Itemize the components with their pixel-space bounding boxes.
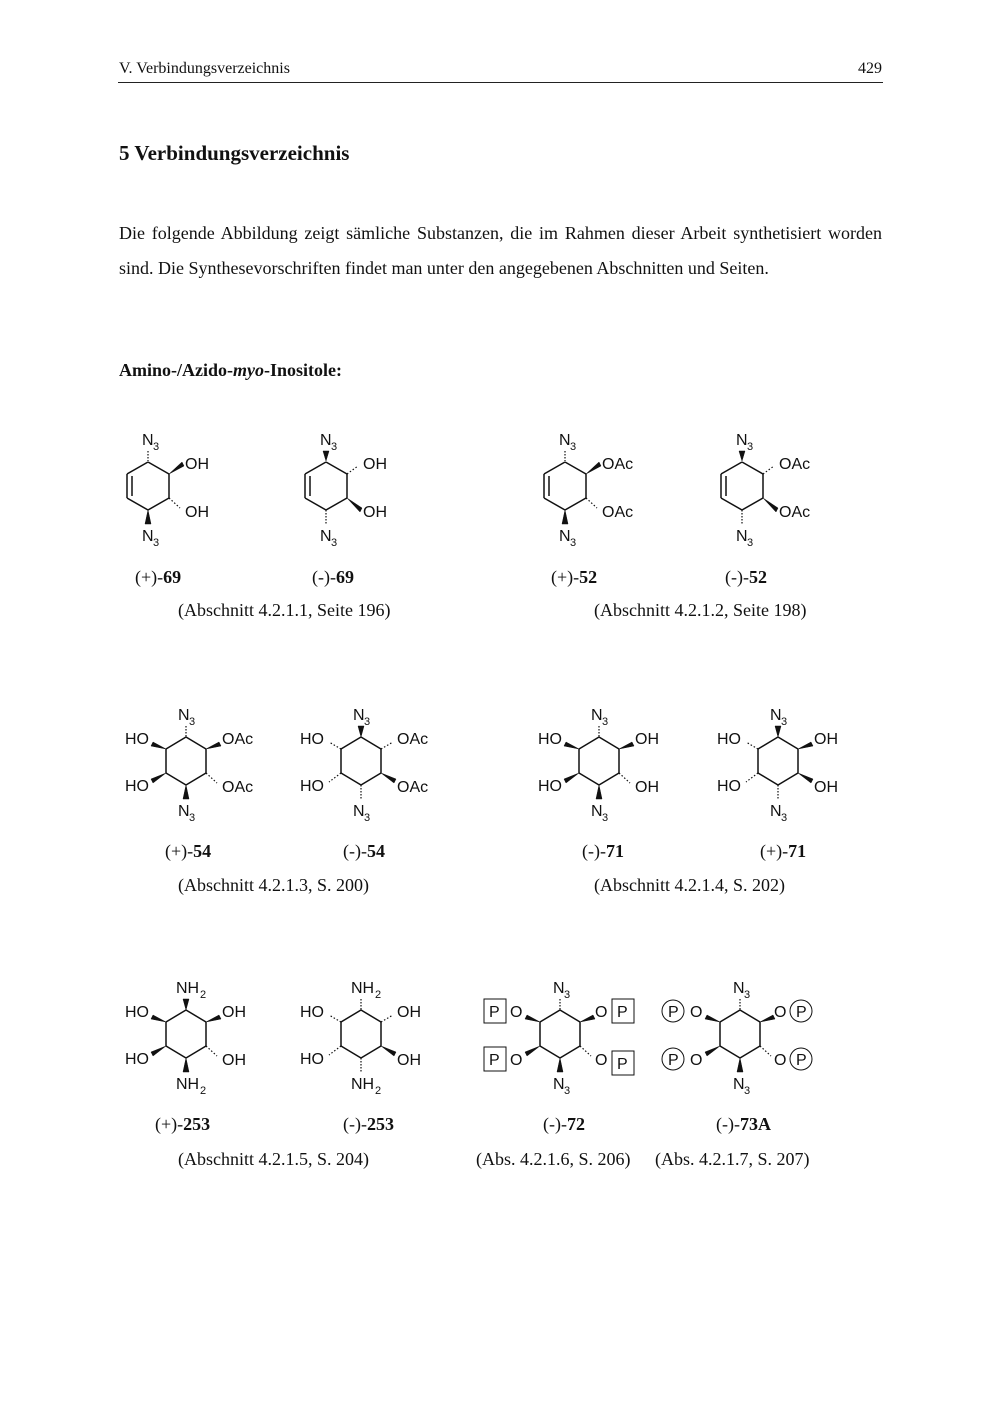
reference-caption: (Abschnitt 4.2.1.5, S. 204): [178, 1149, 369, 1169]
svg-text:2: 2: [375, 1085, 382, 1097]
compound-prefix: (-)-: [343, 1114, 367, 1134]
structure-plus-69: [110, 425, 250, 555]
structure-plus-52: [527, 425, 667, 555]
svg-text:HO: HO: [125, 731, 149, 748]
structure-minus-54: [295, 700, 445, 830]
svg-text:OAc: OAc: [397, 779, 429, 796]
structure-minus-52: [704, 425, 844, 555]
svg-text:OAc: OAc: [779, 504, 811, 521]
svg-text:3: 3: [153, 441, 160, 453]
compound-prefix: (-)-: [312, 567, 336, 587]
svg-text:NH: NH: [351, 980, 375, 997]
svg-text:OAc: OAc: [779, 456, 811, 473]
compound-number: 72: [566, 1114, 585, 1134]
svg-text:N: N: [553, 1076, 565, 1093]
svg-text:3: 3: [602, 812, 609, 824]
compound-number: 73A: [739, 1114, 771, 1134]
svg-text:NH: NH: [176, 980, 200, 997]
compound-prefix: (+)-: [760, 841, 789, 861]
svg-text:N: N: [142, 432, 154, 449]
svg-text:N: N: [559, 432, 571, 449]
svg-text:2: 2: [375, 989, 382, 1001]
structure-plus-253: [120, 973, 270, 1103]
svg-text:3: 3: [189, 716, 196, 728]
svg-text:OH: OH: [397, 1004, 421, 1021]
compound-label: [551, 567, 597, 588]
svg-text:OH: OH: [397, 1052, 421, 1069]
structure-minus-253: [295, 973, 445, 1103]
svg-text:N: N: [591, 707, 603, 724]
svg-text:OAc: OAc: [602, 456, 634, 473]
compound-number: 253: [366, 1114, 394, 1134]
svg-text:OH: OH: [635, 731, 659, 748]
svg-text:3: 3: [781, 716, 788, 728]
structure-plus-71: [712, 700, 862, 830]
svg-text:3: 3: [331, 537, 338, 549]
compound-number: 52: [579, 567, 598, 587]
svg-text:OAc: OAc: [602, 504, 634, 521]
reference-caption: (Abs. 4.2.1.7, S. 207): [655, 1149, 810, 1169]
compound-prefix: (-)-: [716, 1114, 740, 1134]
svg-text:N: N: [736, 528, 748, 545]
svg-text:3: 3: [744, 989, 751, 1001]
compound-number: 54: [193, 841, 212, 861]
svg-text:HO: HO: [125, 778, 149, 795]
svg-text:N: N: [770, 707, 782, 724]
svg-text:O: O: [510, 1052, 523, 1069]
svg-text:OH: OH: [363, 504, 387, 521]
svg-text:OAc: OAc: [397, 731, 429, 748]
svg-text:HO: HO: [538, 731, 562, 748]
structure-plus-54: [120, 700, 270, 830]
structure-minus-71: [533, 700, 683, 830]
svg-text:N: N: [320, 432, 332, 449]
svg-text:HO: HO: [717, 731, 741, 748]
svg-text:3: 3: [747, 441, 754, 453]
compound-label: [165, 841, 211, 862]
svg-text:P: P: [796, 1052, 807, 1069]
svg-text:OH: OH: [363, 456, 387, 473]
svg-text:P: P: [489, 1052, 500, 1069]
svg-text:3: 3: [564, 989, 571, 1001]
svg-text:3: 3: [570, 537, 577, 549]
svg-text:HO: HO: [300, 1004, 324, 1021]
svg-text:N: N: [733, 1076, 745, 1093]
svg-text:OH: OH: [185, 456, 209, 473]
svg-text:N: N: [591, 803, 603, 820]
svg-text:P: P: [668, 1004, 679, 1021]
compound-number: 71: [788, 841, 807, 861]
svg-text:3: 3: [781, 812, 788, 824]
svg-text:HO: HO: [300, 778, 324, 795]
compound-label: [543, 1114, 585, 1135]
reference-caption: (Abschnitt 4.2.1.3, S. 200): [178, 875, 369, 895]
compound-number: 69: [163, 567, 182, 587]
svg-text:N: N: [559, 528, 571, 545]
reference-caption: (Abschnitt 4.2.1.2, Seite 198): [594, 600, 807, 620]
svg-text:N: N: [320, 528, 332, 545]
svg-text:O: O: [595, 1004, 608, 1021]
compound-prefix: (-)-: [343, 841, 367, 861]
reference-caption: (Abschnitt 4.2.1.4, S. 202): [594, 875, 785, 895]
page-number: 429: [858, 60, 882, 77]
svg-text:3: 3: [747, 537, 754, 549]
section-title: 5 Verbindungsverzeichnis: [119, 141, 350, 165]
svg-text:O: O: [595, 1052, 608, 1069]
svg-text:3: 3: [364, 812, 371, 824]
subheading-italic: myo: [233, 360, 264, 380]
svg-text:3: 3: [364, 716, 371, 728]
reference-caption: (Abs. 4.2.1.6, S. 206): [476, 1149, 631, 1169]
svg-text:O: O: [774, 1004, 787, 1021]
svg-text:OH: OH: [185, 504, 209, 521]
header-rule: [118, 82, 883, 83]
compound-label: [716, 1114, 771, 1135]
svg-text:HO: HO: [717, 778, 741, 795]
svg-text:O: O: [690, 1004, 703, 1021]
svg-text:HO: HO: [300, 1051, 324, 1068]
compound-number: 54: [366, 841, 385, 861]
subheading-prefix: Amino-/Azido-: [119, 360, 233, 380]
structure-minus-72: [478, 973, 648, 1103]
reference-caption: (Abschnitt 4.2.1.1, Seite 196): [178, 600, 391, 620]
svg-text:P: P: [668, 1052, 679, 1069]
svg-text:3: 3: [570, 441, 577, 453]
svg-text:HO: HO: [125, 1051, 149, 1068]
svg-text:3: 3: [153, 537, 160, 549]
compound-prefix: (+)-: [165, 841, 194, 861]
svg-text:3: 3: [602, 716, 609, 728]
svg-text:3: 3: [189, 812, 196, 824]
svg-text:O: O: [774, 1052, 787, 1069]
compound-label: [312, 567, 354, 588]
compound-number: 253: [183, 1114, 211, 1134]
svg-text:3: 3: [564, 1085, 571, 1097]
compound-prefix: (+)-: [135, 567, 164, 587]
svg-text:2: 2: [200, 1085, 207, 1097]
structure-minus-69: [288, 425, 428, 555]
svg-text:N: N: [353, 803, 365, 820]
svg-text:OH: OH: [222, 1004, 246, 1021]
compound-prefix: (-)-: [725, 567, 749, 587]
svg-text:OH: OH: [814, 779, 838, 796]
svg-text:N: N: [770, 803, 782, 820]
svg-text:O: O: [690, 1052, 703, 1069]
svg-text:HO: HO: [300, 731, 324, 748]
compound-number: 52: [748, 567, 767, 587]
compound-prefix: (-)-: [582, 841, 606, 861]
svg-text:HO: HO: [125, 1004, 149, 1021]
compound-prefix: (+)-: [551, 567, 580, 587]
svg-text:N: N: [178, 707, 190, 724]
svg-text:HO: HO: [538, 778, 562, 795]
svg-text:OAc: OAc: [222, 731, 254, 748]
subheading-suffix: -Inositole:: [264, 360, 342, 380]
svg-text:N: N: [142, 528, 154, 545]
svg-text:OH: OH: [222, 1052, 246, 1069]
compound-label: [135, 567, 181, 588]
svg-text:OH: OH: [635, 779, 659, 796]
compound-label: [582, 841, 624, 862]
compound-label: [343, 1114, 394, 1135]
svg-text:N: N: [353, 707, 365, 724]
svg-text:N: N: [178, 803, 190, 820]
svg-text:2: 2: [200, 989, 207, 1001]
svg-text:NH: NH: [176, 1076, 200, 1093]
svg-text:P: P: [796, 1004, 807, 1021]
structure-minus-73A: [654, 973, 824, 1103]
svg-text:O: O: [510, 1004, 523, 1021]
intro-paragraph: Die folgende Abbildung zeigt sämliche Substanzen, die im Rahmen dieser Arbeit synthetisiert worden sind. Die Synthesevorschriften findet man unter den angegebenen Abschnitten und Seiten.: [119, 223, 882, 278]
compound-label: [343, 841, 385, 862]
svg-text:3: 3: [744, 1085, 751, 1097]
compound-number: 69: [335, 567, 354, 587]
subsection-heading: [119, 360, 342, 381]
svg-text:P: P: [617, 1004, 628, 1021]
svg-text:OAc: OAc: [222, 779, 254, 796]
svg-text:N: N: [736, 432, 748, 449]
svg-text:3: 3: [331, 441, 338, 453]
svg-text:P: P: [489, 1004, 500, 1021]
svg-text:OH: OH: [814, 731, 838, 748]
compound-label: [760, 841, 806, 862]
compound-prefix: (+)-: [155, 1114, 184, 1134]
svg-text:P: P: [617, 1056, 628, 1073]
compound-label: [155, 1114, 210, 1135]
compound-label: [725, 567, 767, 588]
svg-text:N: N: [733, 980, 745, 997]
svg-text:NH: NH: [351, 1076, 375, 1093]
compound-prefix: (-)-: [543, 1114, 567, 1134]
running-header-chapter: V. Verbindungsverzeichnis: [119, 60, 290, 77]
compound-number: 71: [605, 841, 624, 861]
svg-text:N: N: [553, 980, 565, 997]
